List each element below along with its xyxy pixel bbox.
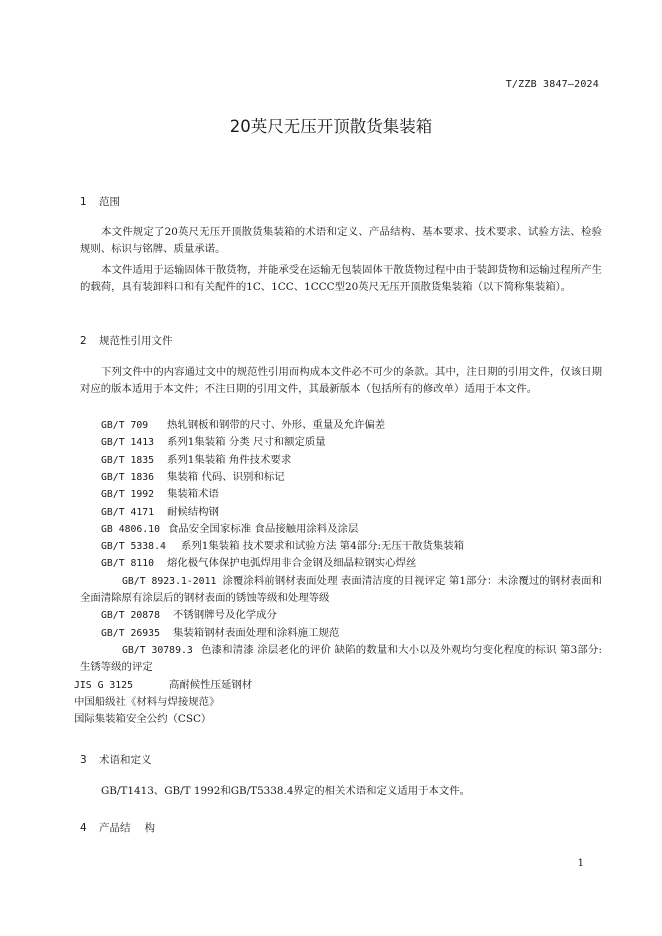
reference-code: GB/T 30789.3 [122,644,193,656]
section-number: 1 [80,196,87,208]
section-3-heading [80,752,152,767]
section-number: 3 [80,754,87,766]
reference-name: 集装箱 代码、识别和标记 [167,470,285,483]
document-title: 20英尺无压开顶散货集装箱 [229,117,433,136]
reference-name: 熔化极气体保护电弧焊用非合金钢及细晶粒钢实心焊丝 [167,557,417,570]
reference-name: 高耐候性压延钢材 [169,678,253,691]
section-3-paragraph: GB/T1413、GB/T 1992和GB/T5338.4界定的相关术语和定义适用于本文件。 [101,785,471,797]
reference-item [80,504,602,521]
reference-code: GB/T 8110 [101,558,155,570]
page-number: 1 [577,858,584,869]
section-number: 2 [80,335,87,347]
reference-name: 耐候结构钢 [167,505,219,518]
reference-name: 系列1集装箱 分类 尺寸和额定质量 [167,436,326,449]
reference-item [80,625,602,642]
section-title-part-1: 产品结 [99,822,131,834]
reference-item [80,521,602,538]
section-2-heading [80,333,173,348]
reference-item [80,555,602,572]
section-number: 4 [80,822,87,834]
reference-code: GB/T 20878 [101,610,160,622]
reference-code: GB/T 1992 [101,489,155,501]
reference-code: JIS G 3125 [74,679,133,691]
section-title: 规范性引用文件 [99,335,173,347]
section-title: 术语和定义 [99,754,152,766]
section-2-intro: 下列文件中的内容通过文中的规范性引用而构成本文件必不可少的条款。其中，注日期的引用文件，仅该日期对应的版本适用于本文件；不注日期的引用文件，其最新版本（包括所有的修改单）适用于本文件。 [80,366,602,396]
reference-name: 集装箱钢材表面处理和涂料施工规范 [173,626,340,639]
reference-item [80,538,602,555]
reference-name: 热轧钢板和钢带的尺寸、外形、重量及允许偏差 [167,419,386,431]
reference-code: GB/T 8923.1-2011 [122,575,217,587]
reference-code: GB/T 1836 [101,471,155,483]
reference-code: GB/T 709 [101,420,149,431]
section-1-paragraph-2: 本文件适用于运输固体干散货物，并能承受在运输无包装固体干散货物过程中由于装卸货物和运输过程所产生的载荷，具有装卸料口和有关配件的1C、1CC、1CCC型20英尺无压开顶散货集装箱（以下简称集装箱）。 [80,264,602,294]
reference-code: GB/T 1835 [101,454,155,466]
reference-name: 中国船级社《材料与焊接规范》 [74,695,220,708]
reference-name: 色漆和清漆 涂层老化的评价 缺陷的数量和大小以及外观均匀变化程度的标识 第3部分:生锈等级的评定 [80,643,602,674]
reference-name: 不锈钢牌号及化学成分 [173,609,277,622]
reference-name: 系列1集装箱 角件技术要求 [167,453,292,466]
reference-code: GB/T 26935 [101,627,160,639]
reference-code: GB/T 1413 [101,437,155,449]
reference-name: 涂覆涂料前钢材表面处理 表面清洁度的目视评定 第1部分：未涂覆过的钢材表面和全面清除原有涂层后的钢材表面的锈蚀等级和处理等级 [80,574,602,604]
reference-name: 集装箱术语 [167,488,219,501]
reference-code: GB 4806.10 [101,523,160,535]
reference-item [80,417,602,434]
reference-item [80,642,602,677]
reference-name: 食品安全国家标准 食品接触用涂料及涂层 [168,522,359,535]
section-title-part-2: 构 [144,822,155,834]
reference-item [74,711,596,728]
reference-code: GB/T 5338.4 [101,541,166,553]
standard-code: T/ZZB 3847—2024 [505,79,599,90]
reference-item [80,573,602,608]
reference-item [80,452,602,469]
reference-name: 国际集装箱安全公约（CSC） [74,713,212,726]
section-4-heading [80,820,155,835]
reference-item [74,677,596,694]
reference-item [80,469,602,486]
reference-name: 系列1集装箱 技术要求和试验方法 第4部分:无压干散货集装箱 [181,540,465,553]
section-title: 范围 [99,196,120,208]
reference-item [80,434,602,451]
reference-item [74,694,596,711]
reference-code: GB/T 4171 [101,506,155,518]
reference-item [80,607,602,624]
section-1-paragraph-1: 本文件规定了20英尺无压开顶散货集装箱的术语和定义、产品结构、基本要求、技术要求、试验方法、检验规则、标识与铭牌、质量承诺。 [80,226,602,256]
reference-item [80,486,602,503]
section-1-heading [80,194,120,209]
